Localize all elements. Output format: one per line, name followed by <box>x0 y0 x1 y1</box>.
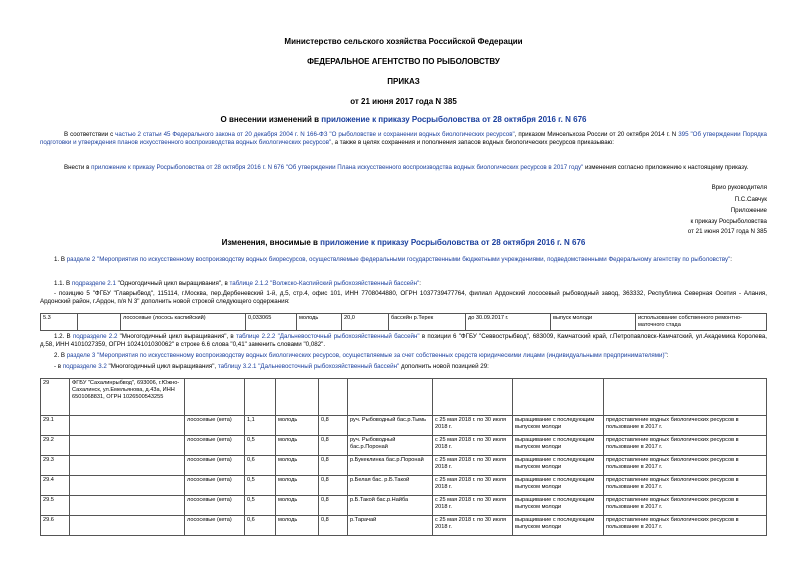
section-2-subparagraph <box>40 363 767 371</box>
cell <box>70 476 185 496</box>
cell: выпуск молоди <box>551 314 636 331</box>
cell <box>70 516 185 536</box>
cell: 5.3 <box>41 314 78 331</box>
appendix-to: к приказу Росрыболовства <box>690 218 767 225</box>
subsection-3-2-link[interactable]: подразделе 3.2 <box>62 363 107 370</box>
cell: использование собственного ремонтно-маточного стада <box>636 314 767 331</box>
order-395-link[interactable]: 395 "Об утверждении Порядка подготовки и утверждения планов искусственного воспроизводства водных биологических ресурсов" <box>40 131 767 146</box>
section12-text-a: 1.2. В <box>54 333 73 340</box>
section1-text-b: : <box>730 256 733 263</box>
cell-qty: 0,6 <box>245 516 276 536</box>
cell <box>70 456 185 476</box>
intro-paragraph-1 <box>40 131 767 147</box>
cell-method: выращивание с последующим выпуском молоди <box>513 476 604 496</box>
cell-method: выращивание с последующим выпуском молоди <box>513 516 604 536</box>
cell-species: лососевые (кета) <box>185 416 245 436</box>
cell-place: р.Б.Такой бас.р.Найба <box>348 496 433 516</box>
cell-species: лососевые (кета) <box>185 436 245 456</box>
section2-text-a: 2. В <box>54 352 67 359</box>
cell-term: с 25 мая 2018 г. по 30 июля 2018 г. <box>433 436 513 456</box>
cell: лососевые (лосось каспийский) <box>121 314 246 331</box>
intro-p1-text-b: , приказом Минсельхоза России от 20 октября 2014 г. N <box>514 131 679 138</box>
section11-text-c: : <box>419 280 421 287</box>
cell-stage: молодь <box>276 496 319 516</box>
agency-heading: ФЕДЕРАЛЬНОЕ АГЕНТСТВО ПО РЫБОЛОВСТВУ <box>307 57 500 66</box>
cell: молодь <box>297 314 342 331</box>
ministry-heading: Министерство сельского хозяйства Российской Федерации <box>284 37 523 46</box>
section2-p2-text-a: - в <box>54 363 63 370</box>
changes-title <box>0 238 807 247</box>
cell-qty: 0,5 <box>245 476 276 496</box>
appendix-label: Приложение <box>730 207 767 214</box>
subsection-2-1-link[interactable]: подразделе 2.1 <box>71 280 116 287</box>
section12-text-b: "Многогодичный цикл выращивания", в <box>117 333 236 340</box>
cell <box>185 379 245 416</box>
cell: бассейн р.Терек <box>389 314 466 331</box>
cell-mass: 0,8 <box>319 516 348 536</box>
cell-mass: 0,8 <box>319 456 348 476</box>
cell-stage: молодь <box>276 516 319 536</box>
cell <box>433 379 513 416</box>
table-row <box>41 456 767 476</box>
cell-term: с 25 мая 2018 г. по 30 июля 2018 г. <box>433 476 513 496</box>
cell <box>319 379 348 416</box>
cell: до 30.09.2017 г. <box>466 314 551 331</box>
cell <box>604 379 767 416</box>
cell <box>70 416 185 436</box>
cell-species: лососевые (кета) <box>185 456 245 476</box>
intro-p2-text-b: изменения согласно приложению к настоящему приказу. <box>583 164 749 171</box>
cell-note: предоставление водных биологических ресурсов в пользование в 2017 г. <box>604 496 767 516</box>
cell <box>245 379 276 416</box>
appendix-676-link[interactable]: приложение к приказу Росрыболовства от 28 октября 2016 г. N 676 "Об утверждении Плана искусственного воспроизводства водных биологических ресурсов в 2017 году" <box>91 164 584 171</box>
cell-place: руч. Рыбоводный бас.р.Поронай <box>348 436 433 456</box>
signature-position: Врио руководителя <box>711 184 767 191</box>
table-row <box>41 379 767 416</box>
intro-p1-text-c: , а также в целях сохранения и пополнения запасов водных биологических ресурсов приказываю: <box>331 139 615 146</box>
doc-title-prefix: О внесении изменений в <box>220 115 322 124</box>
cell-note: предоставление водных биологических ресурсов в пользование в 2017 г. <box>604 416 767 436</box>
cell-term: с 25 мая 2018 г. по 30 июля 2018 г. <box>433 516 513 536</box>
cell-place: р.Тарачай <box>348 516 433 536</box>
cell-mass: 0,8 <box>319 416 348 436</box>
cell-num: 29.5 <box>41 496 70 516</box>
section3-link[interactable]: разделе 3 "Мероприятия по искусственному воспроизводству водных биологических ресурсов, осуществляемые за счет собственных средств юридическими лицами (индивидуальными предпринимателями)" <box>66 352 667 359</box>
doc-title-link[interactable]: приложение к приказу Росрыболовства от 28 октября 2016 г. N 676 <box>321 115 587 124</box>
cell-place: руч. Рыбоводный бас.р.Тымь <box>348 416 433 436</box>
cell-mass: 0,8 <box>319 496 348 516</box>
cell-stage: молодь <box>276 436 319 456</box>
cell-method: выращивание с последующим выпуском молоди <box>513 456 604 476</box>
cell-note: предоставление водных биологических ресурсов в пользование в 2017 г. <box>604 476 767 496</box>
cell-qty: 0,5 <box>245 496 276 516</box>
table-2-2-2-link[interactable]: таблице 2.2.2 "Дальневосточный рыбохозяйственный бассейн" <box>235 333 420 340</box>
cell-qty: 0,6 <box>245 456 276 476</box>
cell-stage: молодь <box>276 476 319 496</box>
table-row <box>41 496 767 516</box>
law-link[interactable]: частью 2 статьи 45 Федерального закона от 20 декабря 2004 г. N 166-ФЗ "О рыболовстве и сохранении водных биологических ресурсов" <box>115 131 515 138</box>
cell-term: с 25 мая 2018 г. по 30 июля 2018 г. <box>433 456 513 476</box>
cell-qty: 1,1 <box>245 416 276 436</box>
table-row <box>41 516 767 536</box>
table-row <box>41 436 767 456</box>
cell-term: с 25 мая 2018 г. по 30 июля 2018 г. <box>433 496 513 516</box>
subsection-2-2-link[interactable]: подразделе 2.2 <box>72 333 118 340</box>
intro-p2-text-a: Внести в <box>64 164 92 171</box>
cell-term: с 25 мая 2018 г. по 30 июля 2018 г. <box>433 416 513 436</box>
table-row <box>41 314 767 331</box>
cell-mass: 0,8 <box>319 476 348 496</box>
section2-p2-text-b: "Многогодичный цикл выращивания", <box>106 363 218 370</box>
cell-num: 29.2 <box>41 436 70 456</box>
table-3-2-1-link[interactable]: таблицу 3.2.1 "Дальневосточный рыбохозяйственный бассейн" <box>217 363 400 370</box>
doc-type-heading: ПРИКАЗ <box>387 77 420 86</box>
cell-mass: 0,8 <box>319 436 348 456</box>
cell-species: лососевые (кета) <box>185 476 245 496</box>
cell: 0,033065 <box>246 314 297 331</box>
changes-title-prefix: Изменения, вносимые в <box>221 238 321 247</box>
cell-note: предоставление водных биологических ресурсов в пользование в 2017 г. <box>604 456 767 476</box>
intro-paragraph-2 <box>40 164 767 172</box>
cell-num: 29.4 <box>41 476 70 496</box>
section2-text-b: : <box>666 352 669 359</box>
cell-note: предоставление водных биологических ресурсов в пользование в 2017 г. <box>604 436 767 456</box>
cell <box>513 379 604 416</box>
appendix-date: от 21 июня 2017 года N 385 <box>687 228 767 235</box>
cell-method: выращивание с последующим выпуском молоди <box>513 436 604 456</box>
changes-title-link[interactable]: приложение к приказу Росрыболовства от 28 октября 2016 г. N 676 <box>320 238 586 247</box>
doc-title <box>0 115 807 124</box>
table-row <box>41 416 767 436</box>
cell-stage: молодь <box>276 416 319 436</box>
table-2-1-2-link[interactable]: таблице 2.1.2 "Волжско-Каспийский рыбохозяйственный бассейн" <box>229 280 420 287</box>
cell-species: лососевые (кета) <box>185 496 245 516</box>
section-1-2-paragraph <box>40 333 767 349</box>
section-1-1-position: - позицию 5 "ФГБУ "Главрыбвод", 115114, г.Москва, пер.Дербеневский 1-й, д.5, стр.4, офис 101, ИНН 7708044880, ОГРН 1037739477764, филиал Ардонский лососевый рыбоводный завод, 363332, Республика Северная Осетия - Алания, Ардонский район, г.Ардон, п/я N 3" дополнить новой строкой следующего содержания: <box>40 290 767 305</box>
table-row <box>41 476 767 496</box>
cell <box>78 314 121 331</box>
section-1-paragraph <box>40 256 767 264</box>
cell-place: р.Букеклинка бас.р.Поронай <box>348 456 433 476</box>
cell-stage: молодь <box>276 456 319 476</box>
table-position-29 <box>40 378 767 536</box>
section11-text-a: 1.1. В <box>54 280 72 287</box>
cell-num: 29.3 <box>41 456 70 476</box>
cell-note: предоставление водных биологических ресурсов в пользование в 2017 г. <box>604 516 767 536</box>
section-2-paragraph <box>40 352 767 360</box>
cell <box>70 496 185 516</box>
doc-date: от 21 июня 2017 года N 385 <box>350 97 457 106</box>
cell <box>70 436 185 456</box>
section2-p2-text-c: дополнить новой позицией 29: <box>399 363 489 370</box>
cell-num: 29.1 <box>41 416 70 436</box>
section11-text-b: "Одногодичный цикл выращивания", в <box>115 280 230 287</box>
cell-num: 29.6 <box>41 516 70 536</box>
cell-method: выращивание с последующим выпуском молоди <box>513 496 604 516</box>
cell <box>276 379 319 416</box>
cell-place: р.Белая бас. р.Б.Такой <box>348 476 433 496</box>
cell-qty: 0,5 <box>245 436 276 456</box>
intro-p1-text-a: В соответствии с <box>64 131 116 138</box>
cell-method: выращивание с последующим выпуском молоди <box>513 416 604 436</box>
section1-text-a: 1. В <box>54 256 67 263</box>
section-1-1-paragraph <box>40 280 767 288</box>
signature-name: П.С.Савчук <box>734 196 767 203</box>
cell: 20,0 <box>342 314 389 331</box>
table-position-5-3 <box>40 313 767 331</box>
cell-num: 29 <box>41 379 70 416</box>
cell <box>348 379 433 416</box>
section2-link[interactable]: разделе 2 "Мероприятия по искусственному воспроизводству водных биоресурсов, осуществляемые федеральными государственными бюджетными учреждениями, подведомственными Федеральному агентству по рыболовству" <box>66 256 731 263</box>
cell-org: ФГБУ "Сахалинрыбвод", 693006, г.Южно-Сахалинск, ул.Емельянова, д.43а, ИНН 6501068831, ОГРН 1026500543255 <box>70 379 185 416</box>
cell-species: лососевые (кета) <box>185 516 245 536</box>
section12-text-c: в позиции 6 "ФГБУ "Севвострыбвод", 683009, Камчатский край, г.Петропавловск-Камчатский, ул.Академика Королева, д.58, ИНН 4101027359, ОГРН 1024101030062" в строке 6.6 слова "0,41" заменить словами "0,082". <box>40 333 768 348</box>
